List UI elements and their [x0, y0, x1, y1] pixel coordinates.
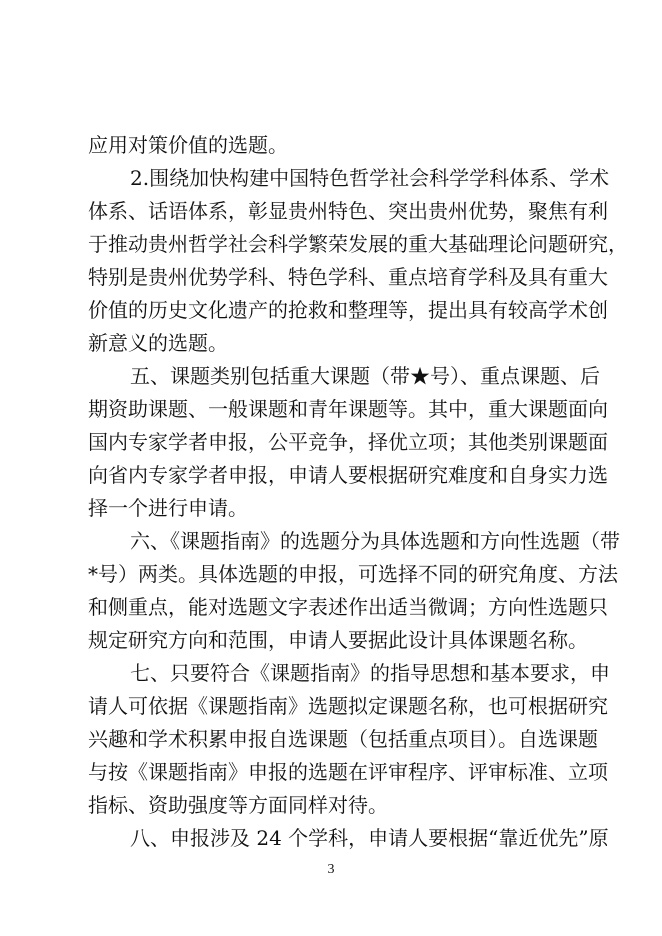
text-line: 应用对策价值的选题。 — [88, 133, 288, 157]
text-line: 价值的历史文化遗产的抢救和整理等，提出具有较高学术创 — [88, 298, 608, 322]
text-line: 七、只要符合《课题指南》的指导思想和基本要求，申 — [130, 661, 610, 685]
text-line: 指标、资助强度等方面同样对待。 — [88, 793, 388, 817]
text-line: 六、《课题指南》的选题分为具体选题和方向性选题（带 — [130, 529, 620, 553]
text-line: 规定研究方向和范围，申请人要据此设计具体课题名称。 — [88, 628, 588, 652]
text-line: 五、课题类别包括重大课题（带★号）、重点课题、后 — [130, 364, 600, 388]
text-line: 体系、话语体系，彰显贵州特色、突出贵州优势，聚焦有利 — [88, 199, 608, 223]
text-line: 和侧重点，能对选题文字表述作出适当微调；方向性选题只 — [88, 595, 608, 619]
text-line: 特别是贵州优势学科、特色学科、重点培育学科及具有重大 — [88, 265, 608, 289]
text-line: *号）两类。具体选题的申报，可选择不同的研究角度、方法 — [88, 562, 618, 586]
text-line: 2.围绕加快构建中国特色哲学社会科学学科体系、学术 — [130, 166, 610, 190]
text-line: 期资助课题、一般课题和青年课题等。其中，重大课题面向 — [88, 397, 608, 421]
text-line: 于推动贵州哲学社会科学繁荣发展的重大基础理论问题研究， — [88, 232, 628, 256]
text-line: 向省内专家学者申报，申请人要根据研究难度和自身实力选 — [88, 463, 608, 487]
text-line: 择一个进行申请。 — [88, 496, 248, 520]
page-number: 3 — [327, 862, 335, 877]
text-line: 与按《课题指南》申报的选题在评审程序、评审标准、立项 — [88, 760, 608, 784]
text-line: 兴趣和学术积累申报自选课题（包括重点项目）。自选课题 — [88, 727, 598, 751]
text-line: 国内专家学者申报，公平竞争，择优立项；其他类别课题面 — [88, 430, 608, 454]
text-line: 新意义的选题。 — [88, 331, 228, 355]
text-line: 请人可依据《课题指南》选题拟定课题名称，也可根据研究 — [88, 694, 608, 718]
text-line: 八、申报涉及 24 个学科，申请人要根据“靠近优先”原 — [130, 826, 609, 850]
